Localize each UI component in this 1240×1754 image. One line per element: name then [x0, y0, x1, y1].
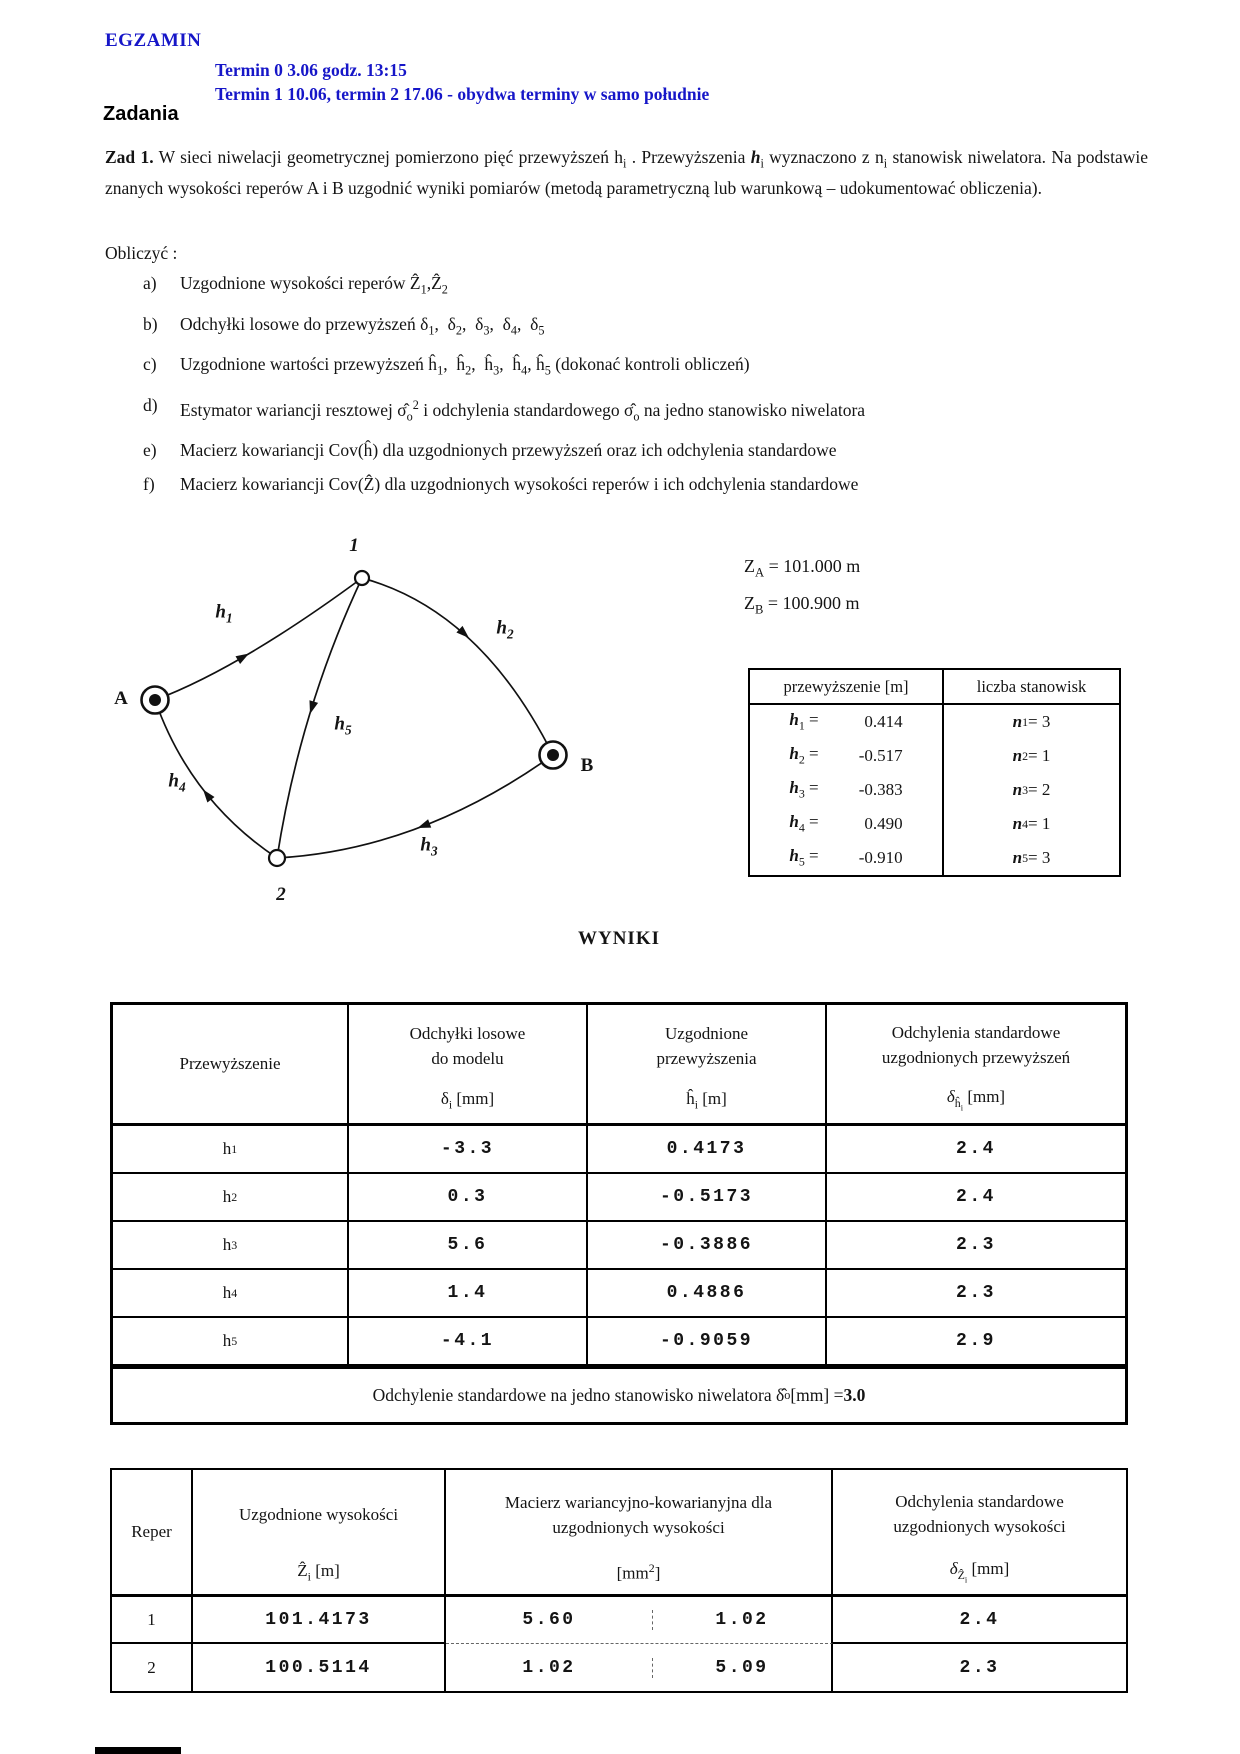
row-label: h 4: [113, 1270, 349, 1316]
node-label-2: 2: [276, 884, 286, 905]
stddev-value: 2.9: [956, 1331, 996, 1351]
task-item-key: b): [143, 313, 158, 334]
obs-symbol: $h_1$ =: [789, 710, 819, 733]
task-item-text: Odchyłki losowe do przewyższeń $\delta_1$, $\delta_2$, $\delta_3$, $\delta_4$, $\delta_5$: [180, 313, 545, 337]
task-item-key: f): [143, 473, 155, 494]
obs-stations: n 1 = 3: [1012, 712, 1051, 731]
stddev-value: 2.4: [956, 1139, 996, 1159]
task-intro: Zad 1. W sieci niwelacji geometrycznej pomierzono pięć przewyższeń $h_i$ . Przewyższenia $h_i$ wyznaczono z $n_i$ stanowisk niwelatora. Na podstawie znanych wysokości reperów A i B uzgodnić wyniki pomiarów (metodą parametryczną lub warunkową – udokumentować obliczenia).: [105, 147, 1148, 199]
covariance-value: 5.60: [522, 1610, 576, 1630]
task-item-d: [143, 393, 1123, 428]
col-symbol-covariance: $[mm^2]$: [616, 1561, 661, 1583]
obs-col-header-stations: liczba stanowisk: [976, 676, 1087, 696]
edge-label-h3: $h_3$: [420, 834, 438, 859]
obs-value: -0.383: [858, 780, 903, 799]
covariance-value: 1.02: [652, 1610, 831, 1630]
scan-artifact-bar: [95, 1747, 181, 1754]
col-header-height-stddev: Odchylenia standardowe uzgodnionych wysokości: [893, 1491, 1066, 1536]
col-symbol-adjusted: $ĥ_i$ [m]: [686, 1088, 727, 1111]
table-row: [750, 807, 1119, 841]
reper-id: 1: [112, 1597, 193, 1644]
reper-table-header: [112, 1470, 1126, 1597]
adjusted-value: -0.5173: [588, 1174, 827, 1220]
edge-label-h2: $h_2$: [496, 617, 514, 642]
task-item-text: Uzgodnione wartości przewyższeń $ĥ_1$, $ĥ_2$, $ĥ_3$, $ĥ_4$, $ĥ_5$ (dokonać kontroli obliczeń): [180, 354, 750, 378]
obs-stations: n 2 = 1: [1012, 746, 1051, 765]
covariance-value: 5.09: [652, 1658, 831, 1678]
covariance-value: 1.02: [522, 1657, 576, 1678]
row-label: h 5: [113, 1318, 349, 1364]
benchmark-B-dot: [547, 749, 559, 761]
arrowhead-h5: [306, 700, 318, 715]
col-symbol-stddev: $\delta_{ĥ_i}$ [mm]: [946, 1087, 1006, 1112]
task-item-text: Uzgodnione wysokości reperów Ẑ$_1$,Ẑ$_2$: [180, 273, 448, 297]
results-title: WYNIKI: [577, 928, 660, 949]
table-row: [750, 739, 1119, 773]
table-row: [113, 1318, 1125, 1366]
edge-h3: [277, 755, 553, 858]
adjusted-value: -0.3886: [588, 1222, 827, 1268]
covariance-cells: [446, 1597, 833, 1644]
residual-value: 0.3: [349, 1174, 588, 1220]
height-ZA: $Z_A = 101.000$ m: [744, 556, 861, 580]
edge-h2: [362, 578, 553, 755]
node-1-circle: [355, 571, 369, 585]
adjusted-height: 100.5114: [193, 1644, 446, 1691]
table-row: [112, 1597, 1126, 1644]
arrowhead-h3: [416, 819, 431, 832]
term-line-2: Termin 1 10.06, termin 2 17.06 - obydwa terminy w samo południe: [215, 84, 710, 104]
col-header-stddev: Odchylenia standardowe uzgodnionych przewyższeń: [881, 1023, 1071, 1068]
height-stddev: 2.4: [833, 1597, 1126, 1644]
obs-stations: n 4 = 1: [1012, 814, 1051, 833]
task-item-a: [143, 271, 1123, 302]
table-row: [113, 1270, 1125, 1318]
table-row: [112, 1644, 1126, 1691]
obs-symbol: $h_3$ =: [789, 778, 819, 801]
observations-table-header: [750, 670, 1119, 705]
col-header-covariance: Macierz wariancyjno-kowarianyjna dla uzgodnionych wysokości: [504, 1493, 773, 1537]
task-item-text: Macierz kowariancji Cov(Ẑ) dla uzgodnionych wysokości reperów i ich odchylenia standardowe: [180, 473, 859, 494]
height-ZB: $Z_B = 100.900$ m: [744, 593, 860, 617]
col-header-przewyzszenie: Przewyższenie: [179, 1053, 281, 1073]
task-item-key: e): [143, 439, 157, 460]
task-item-e: [143, 438, 1123, 462]
node-label-1: 1: [349, 535, 359, 556]
edge-label-h4: $h_4$: [168, 770, 186, 795]
given-heights: [744, 556, 860, 630]
obs-value: 0.490: [864, 814, 903, 833]
stddev-value: 2.3: [956, 1283, 996, 1303]
arrowhead-h1: [236, 650, 252, 664]
table-row: [113, 1222, 1125, 1270]
adjusted-value: 0.4886: [588, 1270, 827, 1316]
obs-symbol: $h_4$ =: [789, 812, 819, 835]
results-footer-note: Odchylenie standardowe na jedno stanowisko niwelatora δ̂ o [mm] = 3.0: [113, 1366, 1125, 1422]
task-item-key: a): [143, 273, 157, 293]
col-header-adjusted: Uzgodnione przewyższenia: [656, 1024, 757, 1068]
obs-col-header-value: przewyższenie [m]: [750, 670, 944, 703]
table-row: [750, 841, 1119, 875]
table-row: [750, 773, 1119, 807]
col-header-reper: Reper: [131, 1521, 172, 1541]
obs-symbol: $h_2$ =: [789, 744, 819, 767]
table-row: [750, 705, 1119, 739]
covariance-cells: [446, 1644, 833, 1691]
node-label-A: A: [114, 688, 128, 709]
task-item-text: Estymator wariancji resztowej $\sigmâ_o^2$ i odchylenia standardowego $\sigmâ_o$ na jedno stanowisko niwelatora: [180, 397, 866, 423]
task-item-text: Macierz kowariancji Cov(ĥ) dla uzgodnionych przewyższeń oraz ich odchylenia standardowe: [180, 439, 837, 460]
section-title: Zadania: [103, 103, 179, 125]
observations-table: [748, 668, 1121, 877]
stddev-value: 2.3: [956, 1235, 996, 1255]
term-line-1: Termin 0 3.06 godz. 13:15: [215, 60, 407, 80]
obs-value: 0.414: [864, 712, 903, 731]
edge-label-h1: $h_1$: [215, 601, 233, 626]
row-label: h 2: [113, 1174, 349, 1220]
table-row: [113, 1126, 1125, 1174]
obs-stations: n 3 = 2: [1012, 780, 1051, 799]
adjusted-height: 101.4173: [193, 1597, 446, 1644]
exam-title: EGZAMIN: [105, 30, 202, 51]
col-header-residuals: Odchyłki losowe do modelu: [409, 1024, 526, 1068]
compute-label: Obliczyć :: [105, 243, 178, 263]
obs-stations: n 5 = 3: [1012, 848, 1051, 867]
task-item-b: [143, 312, 1123, 343]
residual-value: 1.4: [349, 1270, 588, 1316]
obs-value: -0.910: [858, 848, 903, 867]
results-table: [110, 1002, 1128, 1425]
row-label: h 1: [113, 1126, 349, 1172]
edge-h1: [155, 578, 362, 700]
col-symbol-height-stddev: $\delta_{Ẑ_i}$ [mm]: [949, 1559, 1010, 1584]
reper-id: 2: [112, 1644, 193, 1691]
obs-value: -0.517: [858, 746, 903, 765]
benchmark-A-dot: [149, 694, 161, 706]
residual-value: 5.6: [349, 1222, 588, 1268]
obs-symbol: $h_5$ =: [789, 846, 819, 869]
adjusted-value: 0.4173: [588, 1126, 827, 1172]
node-2-circle: [269, 850, 285, 866]
node-label-B: B: [580, 755, 594, 776]
col-symbol-residuals: $\delta_i$ [mm]: [440, 1088, 495, 1111]
task-item-key: d): [143, 394, 158, 415]
reper-table: [110, 1468, 1128, 1693]
adjusted-value: -0.9059: [588, 1318, 827, 1364]
table-row: [113, 1174, 1125, 1222]
edge-label-h5: $h_5$: [334, 713, 352, 738]
height-stddev: 2.3: [959, 1657, 1000, 1678]
results-table-header: [113, 1005, 1125, 1126]
row-label: h 3: [113, 1222, 349, 1268]
task-item-key: c): [143, 354, 157, 374]
col-symbol-heights: Ẑ$_i$ [m]: [297, 1560, 340, 1583]
residual-value: -4.1: [349, 1318, 588, 1364]
leveling-network-diagram: [90, 470, 630, 910]
task-item-c: [143, 352, 1123, 383]
residual-value: -3.3: [349, 1126, 588, 1172]
stddev-value: 2.4: [956, 1187, 996, 1207]
col-header-heights: Uzgodnione wysokości: [238, 1504, 399, 1524]
